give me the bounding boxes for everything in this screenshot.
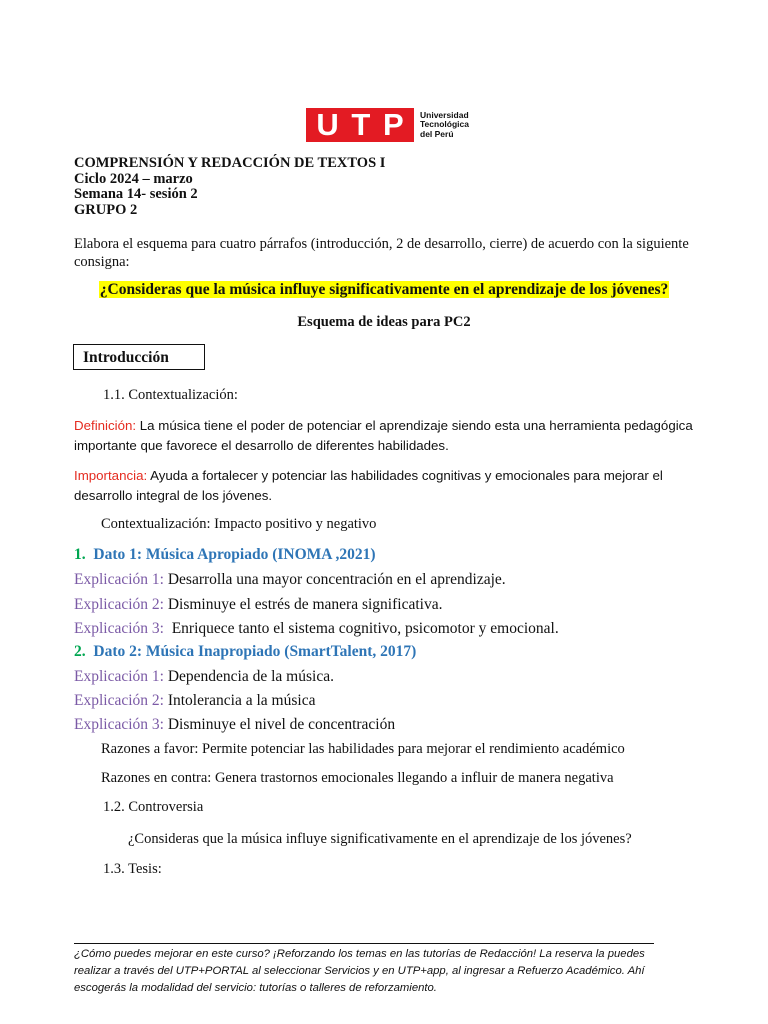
footer-note: ¿Cómo puedes mejorar en este curso? ¡Reforzando los temas en las tutorías de Redacción! La reserva la puedes realizar a través del UTP+PORTAL al seleccionar Servicios y en UTP+app, al ingresar a Refuerzo Académico. Ahí escogerás la modalidad del servicio: tutorías o talleres de reforzamiento. <box>74 948 645 994</box>
logo-letter-p: P <box>382 107 404 142</box>
definition-label: Definición: <box>74 418 137 433</box>
utp-logo <box>306 108 469 142</box>
importance-label: Importancia: <box>74 468 148 483</box>
utp-logo-box <box>306 108 414 142</box>
outline-subtitle: Esquema de ideas para PC2 <box>297 314 471 330</box>
dato-2-explanation-3: Explicación 3: Disminuye el nivel de concentración <box>74 716 396 733</box>
contextualization-line: Contextualización: Impacto positivo y negativo <box>101 516 377 532</box>
dato-1-number: 1. <box>74 546 86 563</box>
section-1-2: 1.2. Controversia <box>103 799 204 815</box>
highlighted-question: ¿Consideras que la música influye significativamente en el aprendizaje de los jóvenes? <box>99 281 669 298</box>
dato-1-explanation-3: Explicación 3: Enriquece tanto el sistema cognitivo, psicomotor y emocional. <box>74 620 559 637</box>
definition-paragraph <box>74 416 694 456</box>
reasons-for: Razones a favor: Permite potenciar las habilidades para mejorar el rendimiento académico <box>101 741 625 757</box>
dato-1-explanation-1: Explicación 1: Desarrolla una mayor concentración en el aprendizaje. <box>74 571 506 588</box>
importance-paragraph <box>74 466 694 506</box>
logo-letter-t: T <box>351 107 371 142</box>
definition-text: La música tiene el poder de potenciar el aprendizaje siendo esta una herramienta pedagógica importante que favorece el desarrollo de diferentes habilidades. <box>74 418 693 453</box>
controversy-question: ¿Consideras que la música influye significativamente en el aprendizaje de los jóvenes? <box>128 831 632 847</box>
dato-2-number: 2. <box>74 643 86 660</box>
section-1-1: 1.1. Contextualización: <box>103 387 238 403</box>
introduction-box: Introducción <box>73 344 205 370</box>
group-line: GRUPO 2 <box>74 201 138 218</box>
logo-university-name: Universidad Tecnológica del Perú <box>420 109 469 139</box>
cycle-line: Ciclo 2024 – marzo <box>74 170 193 187</box>
importance-text: Ayuda a fortalecer y potenciar las habilidades cognitivas y emocionales para mejorar el desarrollo integral de los jóvenes. <box>74 468 663 503</box>
course-title: COMPRENSIÓN Y REDACCIÓN DE TEXTOS I <box>74 155 386 171</box>
dato-1-heading <box>74 546 376 564</box>
dato-2-title: Dato 2: Música Inapropiado (SmartTalent, 2017) <box>93 643 417 660</box>
logo-letter-u: U <box>316 107 339 142</box>
section-1-3: 1.3. Tesis: <box>103 861 162 877</box>
dato-1-title: Dato 1: Música Apropiado (INOMA ,2021) <box>93 546 376 563</box>
dato-2-explanation-1: Explicación 1: Dependencia de la música. <box>74 668 334 685</box>
week-line: Semana 14- sesión 2 <box>74 186 198 202</box>
dato-2-explanation-2: Explicación 2: Intolerancia a la música <box>74 692 316 709</box>
document-header <box>74 156 385 218</box>
instruction-text: Elabora el esquema para cuatro párrafos (introducción, 2 de desarrollo, cierre) de acuerdo con la siguiente consigna: <box>74 236 689 270</box>
footer-rule <box>74 943 654 944</box>
main-question <box>0 281 768 299</box>
dato-1-explanation-2: Explicación 2: Disminuye el estrés de manera significativa. <box>74 596 443 613</box>
dato-2-heading <box>74 643 416 661</box>
reasons-against: Razones en contra: Genera trastornos emocionales llegando a influir de manera negativa <box>101 770 614 786</box>
